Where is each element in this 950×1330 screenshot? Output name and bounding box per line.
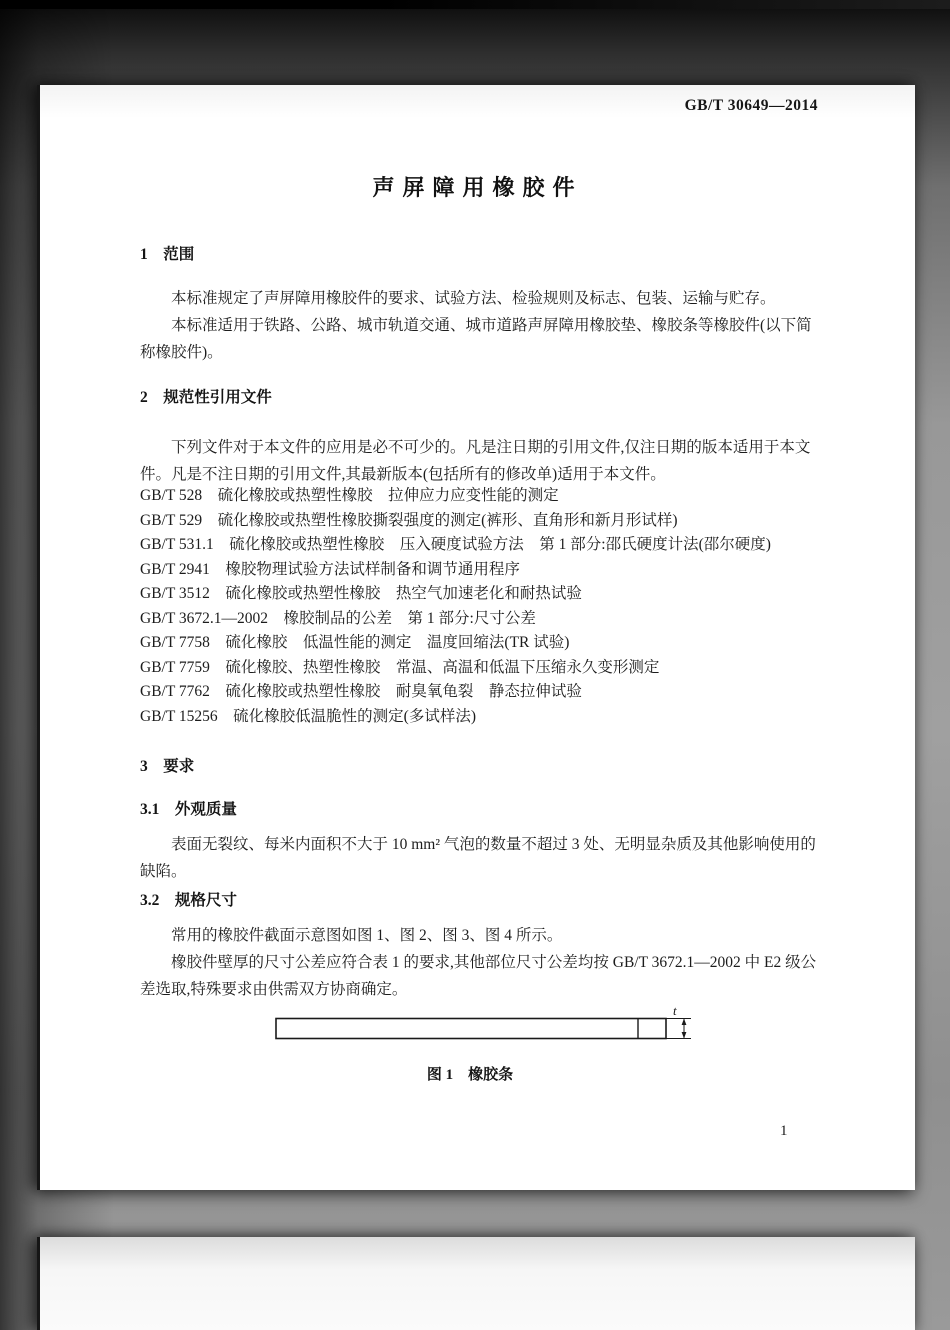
section-heading-scope: 1 范围: [140, 246, 195, 263]
document-page: [37, 85, 915, 1190]
references-list: [140, 484, 820, 729]
page-number: 1: [780, 1123, 788, 1139]
dimension-label-t: t: [673, 1005, 677, 1018]
next-page-edge: [37, 1237, 915, 1330]
reference-item: GB/T 15256 硫化橡胶低温脆性的测定(多试样法): [140, 707, 476, 725]
reference-item: GB/T 528 硫化橡胶或热塑性橡胶 拉伸应力应变性能的测定: [140, 487, 559, 504]
dimensions-paragraph-2: 橡胶件壁厚的尺寸公差应符合表 1 的要求,其他部位尺寸公差均按 GB/T 3672.1—2002 中 E2 级公差选取,特殊要求由供需双方协商确定。: [140, 954, 817, 998]
document-title: 声屏障用橡胶件: [372, 175, 583, 200]
reference-item: GB/T 3512 硫化橡胶或热塑性橡胶 热空气加速老化和耐热试验: [140, 585, 582, 602]
scope-paragraph-2: 本标准适用于铁路、公路、城市轨道交通、城市道路声屏障用橡胶垫、橡胶条等橡胶件(以下简称橡胶件)。: [140, 317, 812, 361]
reference-item: GB/T 7762 硫化橡胶或热塑性橡胶 耐臭氧龟裂 静态拉伸试验: [140, 683, 582, 700]
references-intro: 下列文件对于本文件的应用是必不可少的。凡是注日期的引用文件,仅注日期的版本适用于本文件。凡是不注日期的引用文件,其最新版本(包括所有的修改单)适用于本文件。: [140, 439, 811, 483]
reference-item: GB/T 2941 橡胶物理试验方法试样制备和调节通用程序: [140, 560, 520, 578]
reference-item: GB/T 531.1 硫化橡胶或热塑性橡胶 压入硬度试验方法 第 1 部分:邵氏硬度计法(邵尔硬度): [140, 536, 771, 553]
figure1-caption: 图 1 橡胶条: [426, 1067, 514, 1083]
reference-item: GB/T 7759 硫化橡胶、热塑性橡胶 常温、高温和低温下压缩永久变形测定: [140, 658, 660, 676]
dimension-arrow-down: [682, 1032, 687, 1039]
subsection-heading-dimensions: 3.2 规格尺寸: [140, 892, 237, 909]
standard-code: GB/T 30649—2014: [684, 97, 818, 114]
reference-item: GB/T 3672.1—2002 橡胶制品的公差 第 1 部分:尺寸公差: [140, 609, 536, 627]
dimensions-paragraph-1: 常用的橡胶件截面示意图如图 1、图 2、图 3、图 4 所示。: [171, 927, 563, 944]
reference-item: GB/T 7758 硫化橡胶 低温性能的测定 温度回缩法(TR 试验): [140, 634, 570, 651]
dimension-arrow-up: [682, 1019, 687, 1026]
scan-top-edge: [0, 0, 950, 9]
rubber-strip-diagram: [275, 1005, 705, 1051]
subsection-heading-appearance: 3.1 外观质量: [140, 801, 237, 818]
section-heading-requirements: 3 要求: [140, 758, 195, 775]
figure1-drawing: [275, 1005, 705, 1051]
appearance-paragraph: 表面无裂纹、每米内面积不大于 10 mm² 气泡的数量不超过 3 处、无明显杂质及其他影响使用的缺陷。: [140, 836, 816, 880]
section-heading-references: 2 规范性引用文件: [140, 389, 272, 406]
strip-outline: [276, 1019, 666, 1039]
reference-item: GB/T 529 硫化橡胶或热塑性橡胶撕裂强度的测定(裤形、直角形和新月形试样): [140, 511, 678, 529]
scope-paragraph-1: 本标准规定了声屏障用橡胶件的要求、试验方法、检验规则及标志、包装、运输与贮存。: [171, 290, 776, 307]
